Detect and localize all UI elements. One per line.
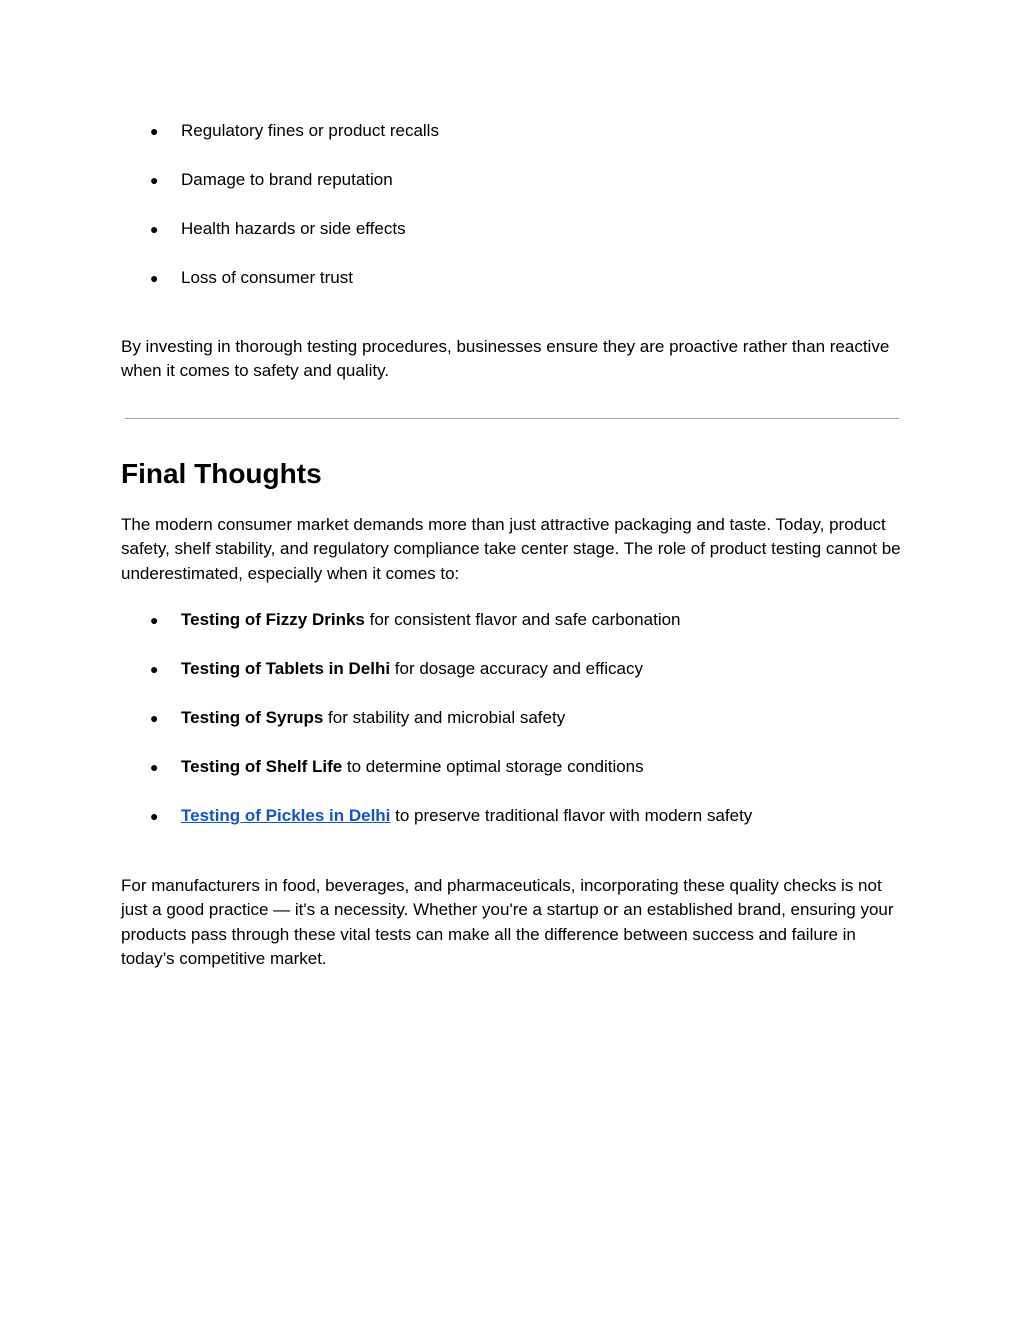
testing-list: [0, 610, 1024, 855]
list-item-bold: Testing of Tablets in Delhi: [181, 659, 391, 678]
section-heading: Final Thoughts: [121, 458, 322, 489]
list-item: [0, 806, 1024, 855]
list-item: [0, 170, 1024, 219]
list-item: [0, 757, 1024, 806]
list-item: [0, 121, 1024, 170]
bullet-icon: ●: [150, 661, 159, 677]
bullet-icon: ●: [150, 612, 159, 628]
list-item: [0, 708, 1024, 757]
bullet-icon: ●: [150, 123, 159, 139]
list-item-rest: to determine optimal storage conditions: [342, 757, 644, 776]
list-item-text: Regulatory fines or product recalls: [181, 121, 439, 140]
bullet-icon: ●: [150, 710, 159, 726]
bullet-icon: ●: [150, 759, 159, 775]
list-item-rest: for stability and microbial safety: [323, 708, 566, 727]
list-item-bold: Testing of Syrups: [181, 708, 324, 727]
list-item-rest: to preserve traditional flavor with modern safety: [390, 806, 753, 825]
list-item: [0, 659, 1024, 708]
bullet-icon: ●: [150, 270, 159, 286]
risk-list: [0, 121, 1024, 317]
list-item-text: [181, 806, 752, 826]
list-item-text: [181, 610, 681, 630]
bullet-icon: ●: [150, 172, 159, 188]
list-item-bold: Testing of Fizzy Drinks: [181, 610, 365, 629]
list-item-text: [181, 659, 643, 679]
pickles-testing-link[interactable]: Testing of Pickles in Delhi: [181, 806, 391, 825]
list-item-text: Loss of consumer trust: [181, 268, 353, 287]
summary-paragraph: The modern consumer market demands more than just attractive packaging and taste. Today, product safety, shelf stability, and regulatory compliance take center stage. The role of product testing cannot be underestimated, especially when it comes to:: [121, 515, 901, 583]
list-item: [0, 610, 1024, 659]
list-item: [0, 219, 1024, 268]
bullet-icon: ●: [150, 221, 159, 237]
list-item-text: [181, 757, 644, 777]
list-item-text: Damage to brand reputation: [181, 170, 393, 189]
list-item-text: Health hazards or side effects: [181, 219, 406, 238]
list-item-text: [181, 708, 565, 728]
closing-paragraph: For manufacturers in food, beverages, and pharmaceuticals, incorporating these quality checks is not just a good practice — it's a necessity. Whether you're a startup or an established brand, ensuring your products pass through these vital tests can make all the difference between success and failure in today’s competitive market.: [121, 876, 894, 969]
list-item-bold: Testing of Shelf Life: [181, 757, 343, 776]
horizontal-divider: [125, 418, 899, 419]
intro-paragraph: By investing in thorough testing procedures, businesses ensure they are proactive rather than reactive when it comes to safety and quality.: [121, 337, 890, 381]
list-item: [0, 268, 1024, 317]
bullet-icon: ●: [150, 808, 159, 824]
list-item-rest: for dosage accuracy and efficacy: [390, 659, 643, 678]
list-item-rest: for consistent flavor and safe carbonation: [364, 610, 681, 629]
